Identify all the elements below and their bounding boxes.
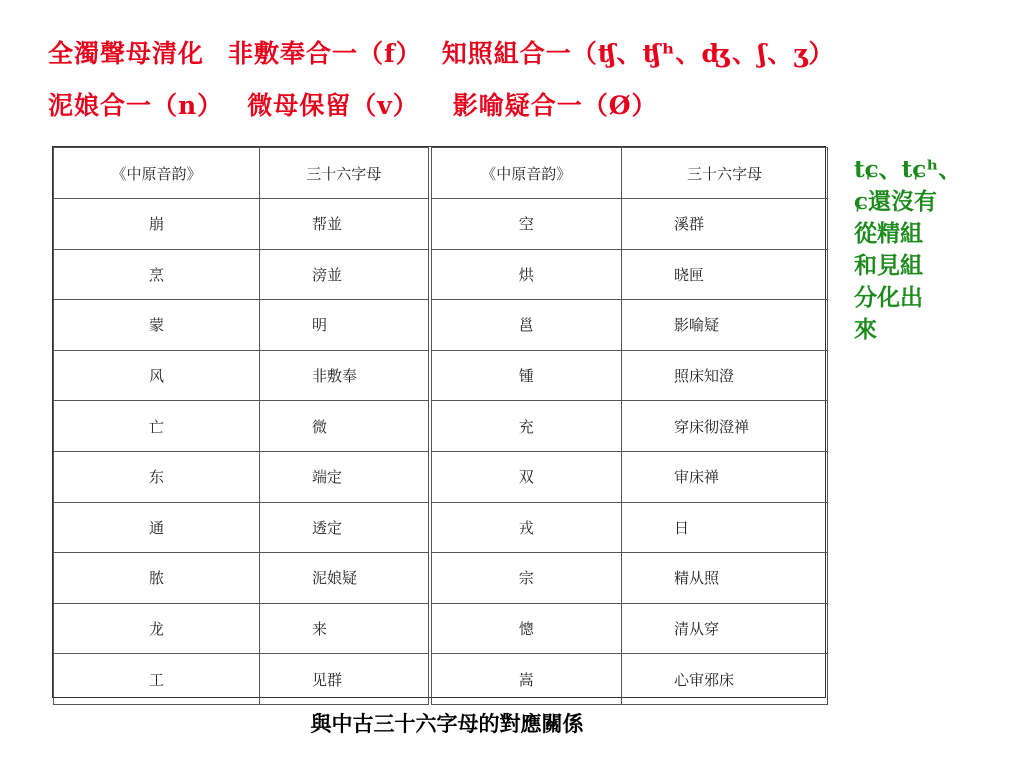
initials-cell: 精从照: [622, 553, 828, 604]
initials-cell: 照床知澄: [622, 350, 828, 401]
side-note-line: 來: [854, 316, 877, 343]
table-row: [54, 199, 828, 250]
table-row: [54, 654, 828, 705]
zhongyuan-cell: 崩: [54, 199, 260, 250]
initials-cell: 非敷奉: [260, 350, 430, 401]
zhongyuan-cell: 脓: [54, 553, 260, 604]
zhongyuan-cell: 宗: [430, 553, 622, 604]
zhongyuan-cell: 双: [430, 451, 622, 502]
side-note-line: 和見組: [854, 252, 923, 279]
zhongyuan-cell: 戎: [430, 502, 622, 553]
initials-cell: 日: [622, 502, 828, 553]
table-row: [54, 300, 828, 351]
initials-cell: 泥娘疑: [260, 553, 430, 604]
header-36-initials: 三十六字母: [260, 148, 430, 199]
table-caption: 與中古三十六字母的對應關係: [310, 711, 584, 736]
heading-item: 知照組合一（ʧ、ʧʰ、ʤ、ʃ、ʒ）: [441, 39, 835, 68]
initials-cell: 滂並: [260, 249, 430, 300]
initials-cell: 影喻疑: [622, 300, 828, 351]
table-row: [54, 603, 828, 654]
zhongyuan-cell: 烘: [430, 249, 622, 300]
zhongyuan-cell: 工: [54, 654, 260, 705]
side-note-line: 分化出: [854, 284, 923, 311]
header-36-initials: 三十六字母: [622, 148, 828, 199]
zhongyuan-cell: 锺: [430, 350, 622, 401]
initials-cell: 来: [260, 603, 430, 654]
zhongyuan-cell: 邕: [430, 300, 622, 351]
initials-cell: 晓匣: [622, 249, 828, 300]
initials-cell: 审床禅: [622, 451, 828, 502]
initials-cell: 透定: [260, 502, 430, 553]
initials-cell: 微: [260, 401, 430, 452]
initials-cell: 穿床彻澄禅: [622, 401, 828, 452]
initials-cell: 见群: [260, 654, 430, 705]
header-zhongyuan-yinyun: 《中原音韵》: [430, 148, 622, 199]
zhongyuan-cell: 东: [54, 451, 260, 502]
zhongyuan-cell: 憁: [430, 603, 622, 654]
heading-line-2: [48, 86, 658, 122]
table-row: [54, 502, 828, 553]
heading-item: 全濁聲母清化: [48, 39, 205, 68]
zhongyuan-cell: 龙: [54, 603, 260, 654]
zhongyuan-cell: 充: [430, 401, 622, 452]
table-row: [54, 553, 828, 604]
initials-cell: 心审邪床: [622, 654, 828, 705]
zhongyuan-cell: 嵩: [430, 654, 622, 705]
heading-item: 影喻疑合一（Ø）: [452, 91, 658, 120]
zhongyuan-cell: 蒙: [54, 300, 260, 351]
initials-cell: 端定: [260, 451, 430, 502]
table-row: [54, 451, 828, 502]
heading-line-1: [48, 34, 835, 70]
table-row: [54, 350, 828, 401]
header-zhongyuan-yinyun: 《中原音韵》: [54, 148, 260, 199]
table-body: [54, 199, 828, 705]
table-row: [54, 401, 828, 452]
table-header-row: [54, 148, 828, 199]
zhongyuan-cell: 烹: [54, 249, 260, 300]
initials-cell: 明: [260, 300, 430, 351]
zhongyuan-cell: 亡: [54, 401, 260, 452]
side-note: [854, 154, 1004, 346]
correspondence-table: [53, 147, 828, 705]
initials-cell: 溪群: [622, 199, 828, 250]
side-note-line: 從精組: [854, 220, 923, 247]
heading-item: 非敷奉合一（f）: [228, 39, 422, 68]
heading-item: 泥娘合一（n）: [48, 91, 224, 120]
heading-item: 微母保留（v）: [247, 91, 419, 120]
table-row: [54, 249, 828, 300]
initials-cell: 清从穿: [622, 603, 828, 654]
zhongyuan-cell: 空: [430, 199, 622, 250]
side-note-line: tɕ、tɕʰ、: [854, 156, 962, 183]
side-note-line: ɕ還沒有: [854, 188, 938, 215]
zhongyuan-cell: 风: [54, 350, 260, 401]
initials-cell: 帮並: [260, 199, 430, 250]
zhongyuan-cell: 通: [54, 502, 260, 553]
correspondence-table-frame: [52, 146, 826, 698]
